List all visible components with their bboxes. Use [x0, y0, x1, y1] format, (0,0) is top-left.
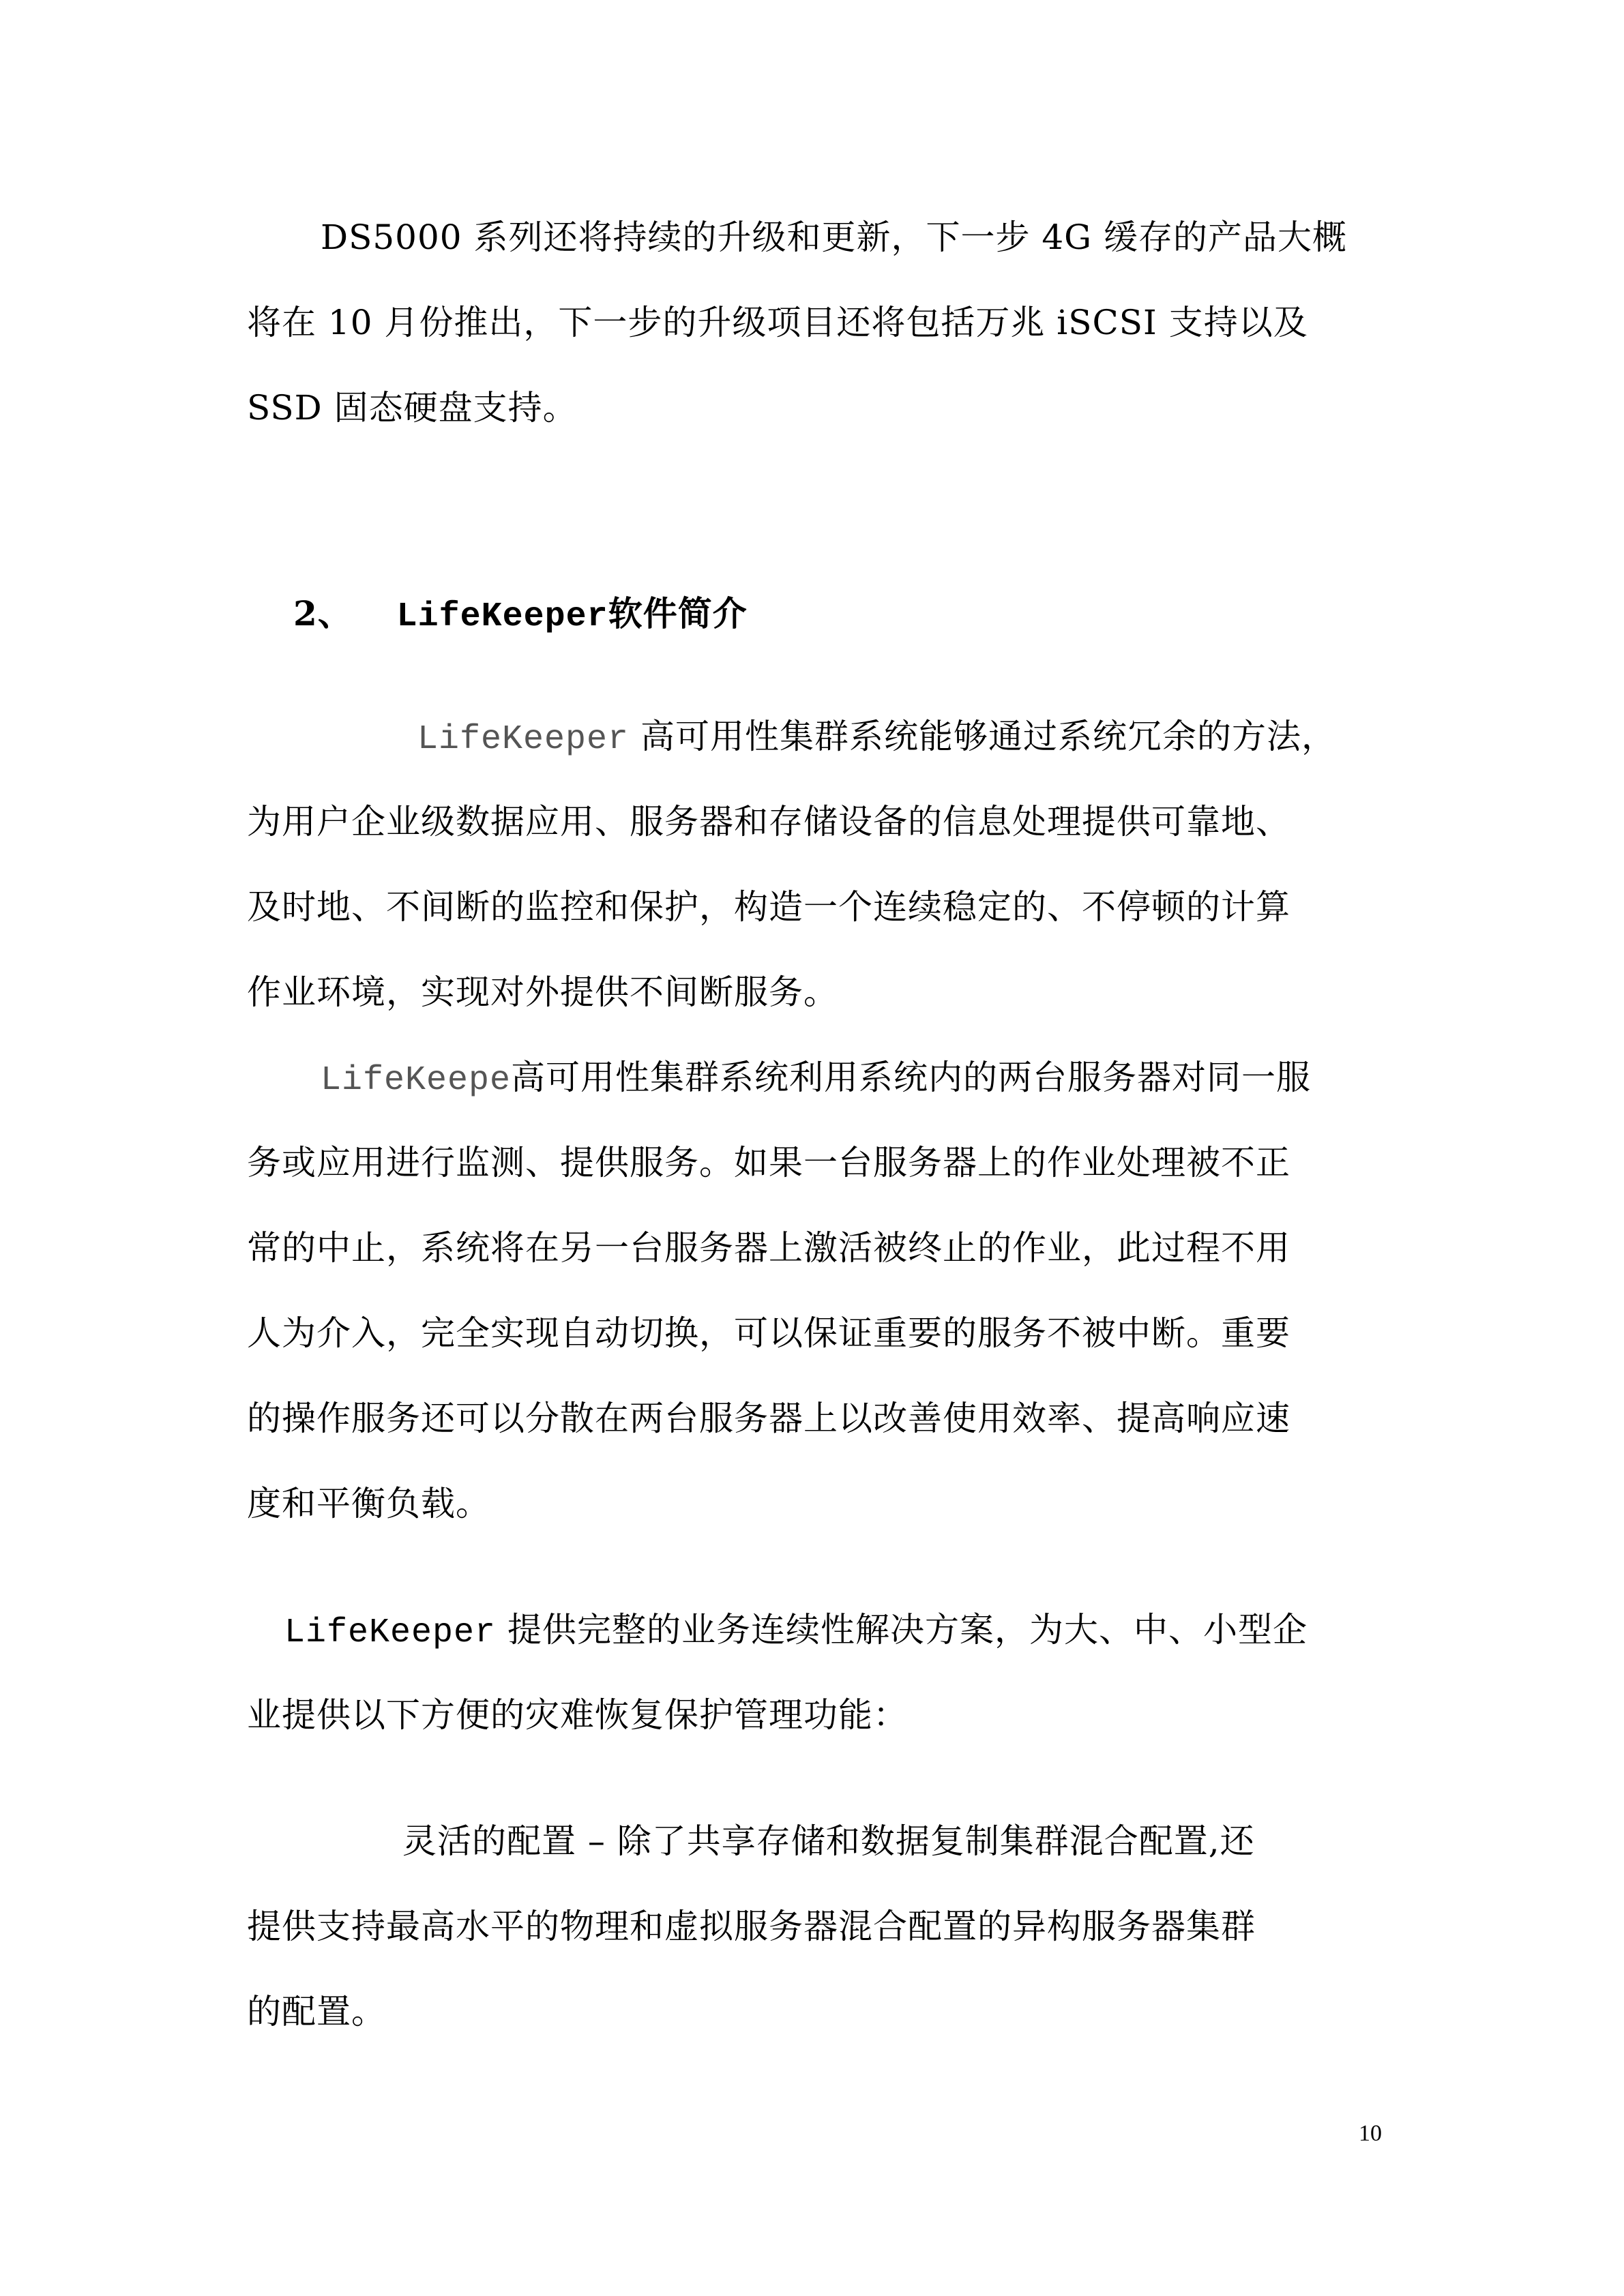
paragraph-line: 将在 10 月份推出，下一步的升级项目还将包括万兆 iSCSI 支持以及: [247, 303, 1308, 342]
paragraph-line: 务或应用进行监测、提供服务。如果一台服务器上的作业处理被不正: [247, 1143, 1290, 1182]
paragraph-line: SSD 固态硬盘支持。: [247, 388, 578, 428]
paragraph-line: 提供支持最高水平的物理和虚拟服务器混合配置的异构服务器集群: [247, 1907, 1256, 1946]
paragraph-text: 提供完整的业务连续性解决方案，为大、中、小型企: [507, 1610, 1308, 1650]
paragraph-line: 作业环境，实现对外提供不间断服务。: [247, 972, 838, 1012]
paragraph-text: 高可用性集群系统能够通过系统冗余的方法，: [640, 717, 1336, 756]
paragraph-line: 的配置。: [247, 1992, 386, 2031]
product-name: LifeKeeper: [284, 1613, 497, 1652]
paragraph-line: [321, 1057, 1311, 1101]
section-number: 2、: [293, 593, 353, 633]
paragraph-line: [417, 716, 1336, 760]
paragraph-line: 业提供以下方便的灾难恢复保护管理功能：: [247, 1695, 908, 1735]
page-number: 10: [1359, 2121, 1382, 2146]
paragraph-line: 为用户企业级数据应用、服务器和存储设备的信息处理提供可靠地、: [247, 802, 1290, 841]
paragraph-line: 人为介入，完全实现自动切换，可以保证重要的服务不被中断。重要: [247, 1313, 1290, 1353]
section-title: LifeKeeper软件简介: [396, 597, 748, 636]
paragraph-line: 度和平衡负载。: [247, 1484, 490, 1523]
product-name: LifeKeepe: [321, 1061, 512, 1100]
paragraph-line: 的操作服务还可以分散在两台服务器上以改善使用效率、提高响应速: [247, 1399, 1290, 1438]
paragraph-line: [284, 1609, 1308, 1654]
paragraph-line: 常的中止，系统将在另一台服务器上激活被终止的作业，此过程不用: [247, 1228, 1290, 1268]
paragraph-line: 及时地、不间断的监控和保护，构造一个连续稳定的、不停顿的计算: [247, 887, 1290, 927]
section-heading: [293, 593, 748, 638]
paragraph-text: 高可用性集群系统利用系统内的两台服务器对同一服: [511, 1058, 1312, 1097]
paragraph-line: DS5000 系列还将持续的升级和更新，下一步 4G 缓存的产品大概: [321, 218, 1348, 257]
product-name: LifeKeeper: [417, 720, 630, 759]
paragraph-line: 灵活的配置 – 除了共享存储和数据复制集群混合配置,还: [402, 1821, 1255, 1861]
